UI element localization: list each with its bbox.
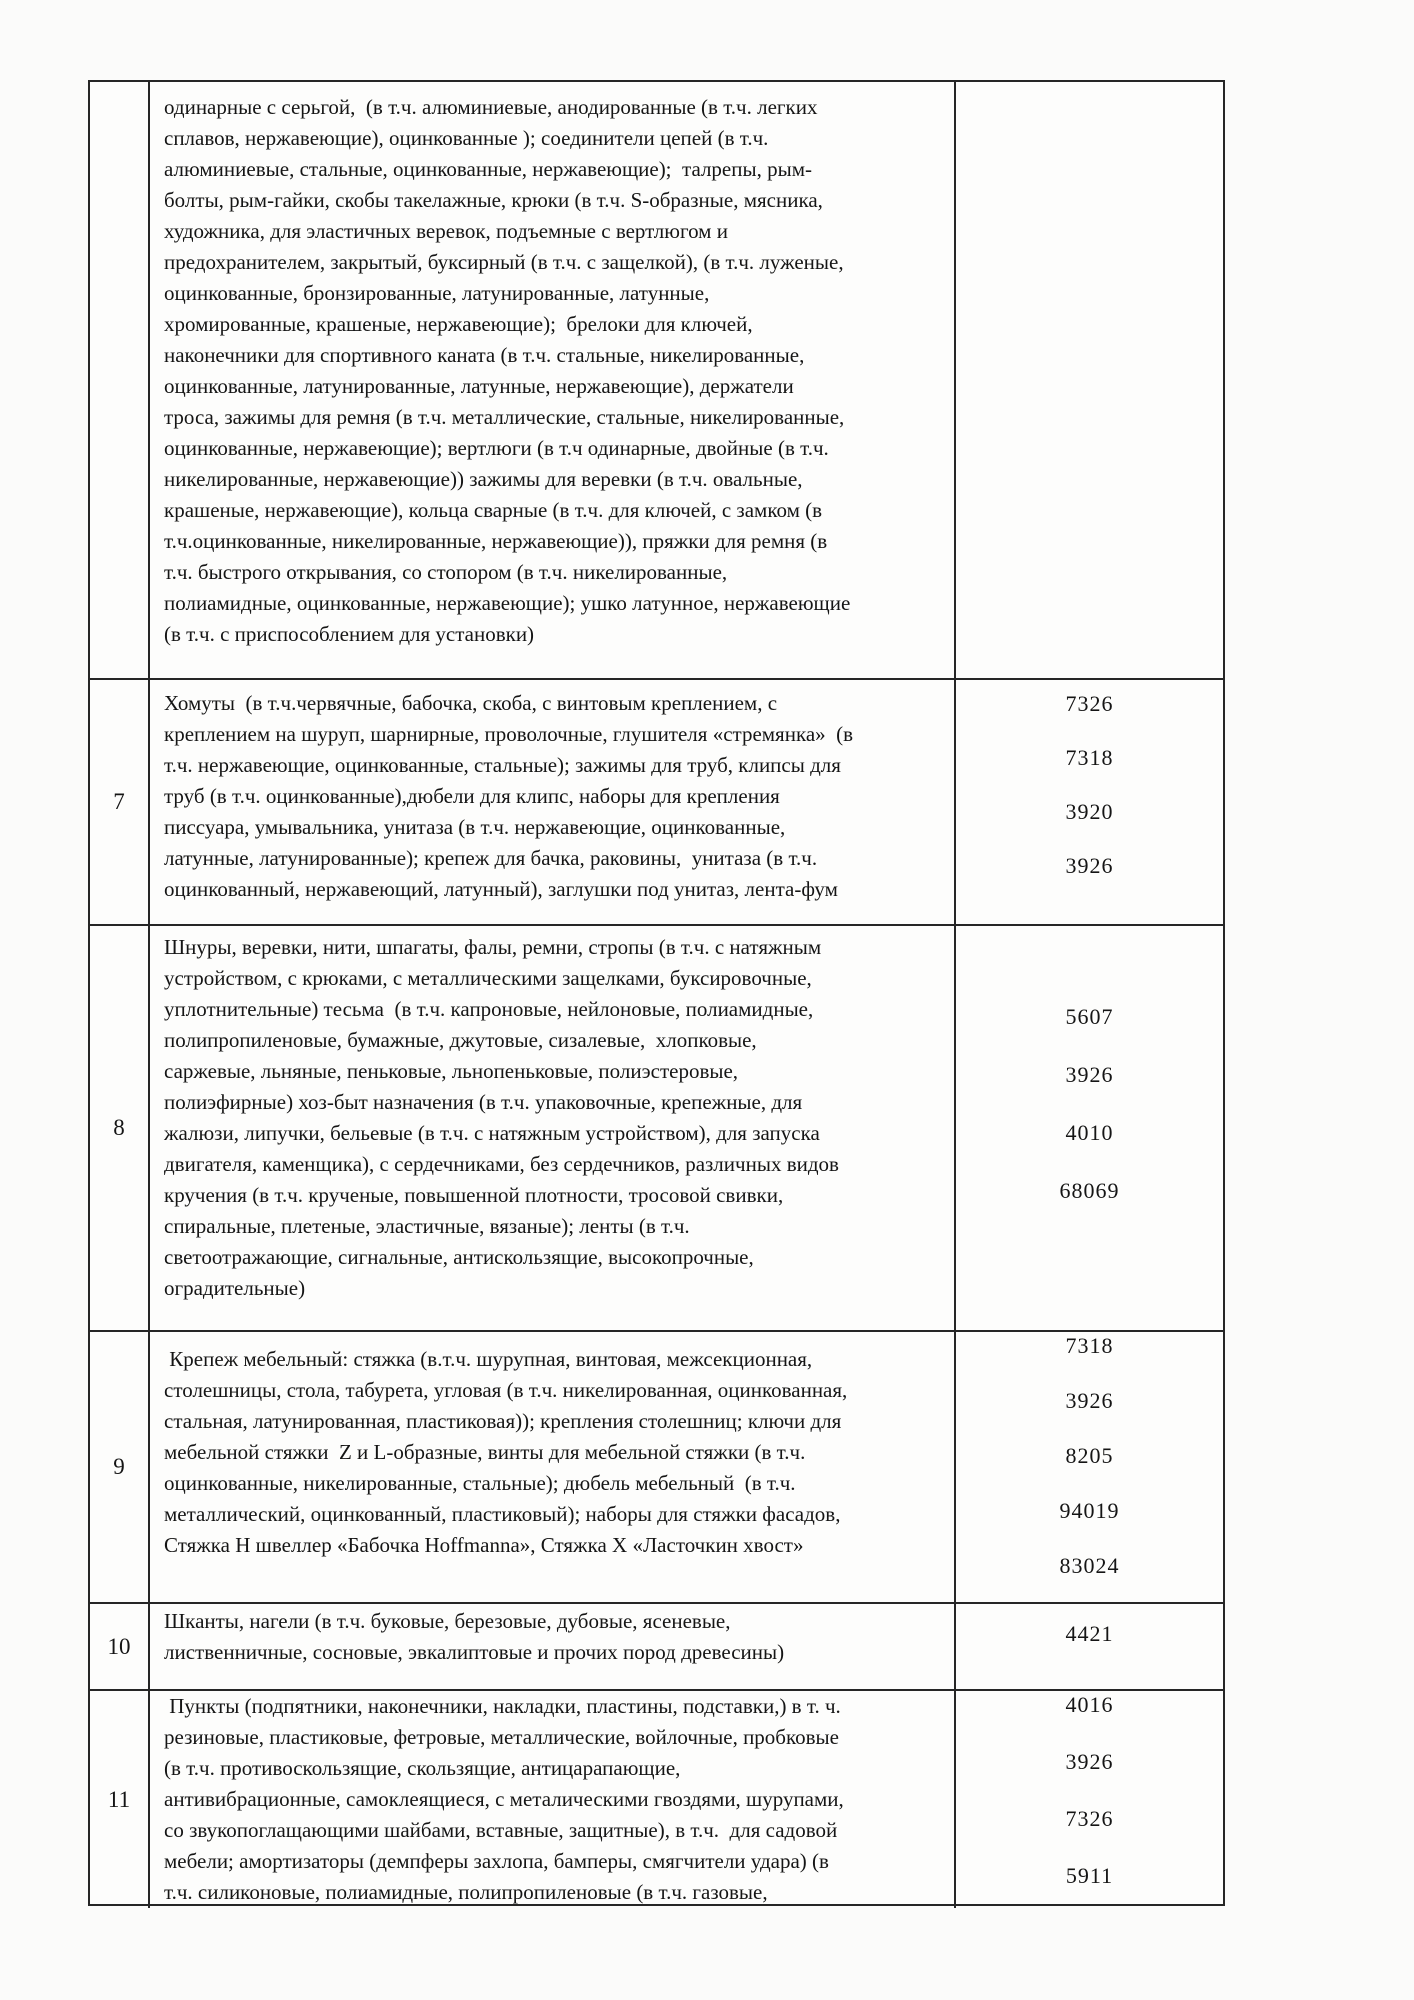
code-value: 3926 [1065, 853, 1114, 878]
description-line: Крепеж мебельный: стяжка (в.т.ч. шурупная, винтовая, межсекционная, [164, 1347, 813, 1371]
description-line: жалюзи, липучки, бельевые (в т.ч. с натяжным устройством), для запуска [164, 1121, 820, 1145]
description-line: художника, для эластичных веревок, подъемные с вертлюгом и [164, 219, 728, 243]
description-line: резиновые, пластиковые, фетровые, металлические, войлочные, пробковые [164, 1725, 839, 1749]
description-line: алюминиевые, стальные, оцинкованные, нержавеющие); талрепы, рым- [164, 157, 812, 181]
codes-cell [956, 1332, 1223, 1602]
description-line: мебельной стяжки Z и L-образные, винты для мебельной стяжки (в т.ч. [164, 1440, 806, 1464]
description-line: мебели; амортизаторы (демпферы захлопа, бамперы, смягчители удара) (в [164, 1849, 829, 1873]
row-number-cell [90, 926, 150, 1330]
code-value: 5911 [1065, 1863, 1114, 1888]
description-line: устройством, с крюками, с металлическими защелками, буксировочные, [164, 966, 812, 990]
description-line: (в т.ч. с приспособлением для установки) [164, 622, 535, 646]
code-value: 3926 [1065, 1062, 1114, 1087]
code-value: 4010 [1065, 1120, 1114, 1145]
description-line: т.ч. нержавеющие, оцинкованные, стальные); зажимы для труб, клипсы для [164, 753, 841, 777]
description-line: креплением на шуруп, шарнирные, проволочные, глушителя «стремянка» (в [164, 722, 854, 746]
code-value: 94019 [1059, 1498, 1120, 1523]
codes-cell [956, 680, 1223, 924]
code-value: 7318 [1065, 745, 1114, 770]
description-cell [150, 680, 956, 924]
row-number-cell [90, 82, 150, 678]
description-line: столешницы, стола, табурета, угловая (в т.ч. никелированная, оцинкованная, [164, 1378, 848, 1402]
table-row [90, 82, 1223, 678]
row-number-cell [90, 1691, 150, 1908]
description-cell [150, 926, 956, 1330]
table-row [90, 924, 1223, 1330]
code-value: 83024 [1059, 1553, 1120, 1578]
code-value: 7326 [1065, 691, 1114, 716]
description-line: крашеные, нержавеющие), кольца сварные (в т.ч. для ключей, с замком (в [164, 498, 823, 522]
description-line: т.ч. силиконовые, полиамидные, полипропиленовые (в т.ч. газовые, [164, 1880, 768, 1904]
description-line: хромированные, крашеные, нержавеющие); брелоки для ключей, [164, 312, 753, 336]
description-line: болты, рым-гайки, скобы такелажные, крюки (в т.ч. S-образные, мясника, [164, 188, 823, 212]
catalog-table [88, 80, 1225, 1906]
description-line: Пункты (подпятники, наконечники, накладки, пластины, подставки,) в т. ч. [164, 1694, 841, 1718]
description-line: Стяжка Н швеллер «Бабочка Hoffmanna», Стяжка Х «Ласточкин хвост» [164, 1533, 804, 1557]
table-row [90, 1330, 1223, 1602]
code-value: 7318 [1065, 1333, 1114, 1358]
description-line: Шканты, нагели (в т.ч. буковые, березовые, дубовые, ясеневые, [164, 1609, 731, 1633]
code-value: 4016 [1065, 1692, 1114, 1717]
description-line: наконечники для спортивного каната (в т.ч. стальные, никелированные, [164, 343, 805, 367]
description-cell [150, 1604, 956, 1689]
row-number: 9 [113, 1454, 125, 1479]
row-number-cell [90, 1332, 150, 1602]
description-line: уплотнительные) тесьма (в т.ч. капроновые, нейлоновые, полиамидные, [164, 997, 814, 1021]
row-number: 8 [113, 1115, 125, 1140]
description-line: саржевые, льняные, пеньковые, льнопеньковые, полиэстеровые, [164, 1059, 739, 1083]
description-line: т.ч. быстрого открывания, со стопором (в т.ч. никелированные, [164, 560, 728, 584]
description-line: Шнуры, веревки, нити, шпагаты, фалы, ремни, стропы (в т.ч. с натяжным [164, 935, 822, 959]
codes-cell [956, 1691, 1223, 1908]
description-line: троса, зажимы для ремня (в т.ч. металлические, стальные, никелированные, [164, 405, 845, 429]
row-number-cell [90, 1604, 150, 1689]
description-line: оцинкованные, бронзированные, латунированные, латунные, [164, 281, 710, 305]
description-line: никелированные, нержавеющие)) зажимы для веревки (в т.ч. овальные, [164, 467, 803, 491]
row-number-cell [90, 680, 150, 924]
description-line: труб (в т.ч. оцинкованные),дюбели для клипс, наборы для крепления [164, 784, 780, 808]
description-line: оцинкованные, латунированные, латунные, нержавеющие), держатели [164, 374, 794, 398]
description-line: спиральные, плетеные, эластичные, вязаные); ленты (в т.ч. [164, 1214, 690, 1238]
code-value: 4421 [1065, 1621, 1114, 1646]
code-value: 68069 [1059, 1178, 1120, 1203]
description-line: двигателя, каменщика), с сердечниками, без сердечников, различных видов [164, 1152, 839, 1176]
description-line: металлический, оцинкованный, пластиковый); наборы для стяжки фасадов, [164, 1502, 841, 1526]
description-line: полиэфирные) хоз-быт назначения (в т.ч. упаковочные, крепежные, для [164, 1090, 803, 1114]
codes-cell [956, 82, 1223, 678]
code-value: 5607 [1065, 1004, 1114, 1029]
description-line: кручения (в т.ч. крученые, повышенной плотности, тросовой свивки, [164, 1183, 784, 1207]
code-value: 3926 [1065, 1388, 1114, 1413]
description-cell [150, 82, 956, 678]
description-line: антивибрационные, самоклеящиеся, с металическими гвоздями, шурупами, [164, 1787, 844, 1811]
description-line: одинарные с серьгой, (в т.ч. алюминиевые, анодированные (в т.ч. легких [164, 95, 818, 119]
table-row [90, 1689, 1223, 1906]
description-line: латунные, латунированные); крепеж для бачка, раковины, унитаза (в т.ч. [164, 846, 818, 870]
description-line: сплавов, нержавеющие), оцинкованные ); соединители цепей (в т.ч. [164, 126, 769, 150]
description-line: светоотражающие, сигнальные, антискользящие, высокопрочные, [164, 1245, 754, 1269]
description-line: лиственничные, сосновые, эвкалиптовые и прочих пород древесины) [164, 1640, 785, 1664]
description-line: оцинкованные, никелированные, стальные); дюбель мебельный (в т.ч. [164, 1471, 796, 1495]
table-row [90, 678, 1223, 924]
codes-cell [956, 1604, 1223, 1689]
description-line: т.ч.оцинкованные, никелированные, нержавеющие)), пряжки для ремня (в [164, 529, 828, 553]
code-value: 3926 [1065, 1749, 1114, 1774]
description-line: со звукопоглащающими шайбами, вставные, защитные), в т.ч. для садовой [164, 1818, 838, 1842]
description-line: полиамидные, оцинкованные, нержавеющие); ушко латунное, нержавеющие [164, 591, 851, 615]
codes-cell [956, 926, 1223, 1330]
description-line: полипропиленовые, бумажные, джутовые, сизалевые, хлопковые, [164, 1028, 757, 1052]
description-cell [150, 1332, 956, 1602]
table-row [90, 1602, 1223, 1689]
description-line: Хомуты (в т.ч.червячные, бабочка, скоба, с винтовым креплением, с [164, 691, 778, 715]
code-value: 7326 [1065, 1806, 1114, 1831]
row-number: 11 [107, 1786, 131, 1812]
row-number: 10 [107, 1633, 131, 1659]
code-value: 8205 [1065, 1443, 1114, 1468]
description-line: оцинкованный, нержавеющий, латунный), заглушки под унитаз, лента-фум [164, 877, 838, 901]
description-line: предохранителем, закрытый, буксирный (в т.ч. с защелкой), (в т.ч. луженые, [164, 250, 844, 274]
description-line: оцинкованные, нержавеющие); вертлюги (в т.ч одинарные, двойные (в т.ч. [164, 436, 829, 460]
description-line: стальная, латунированная, пластиковая)); крепления столешниц; ключи для [164, 1409, 842, 1433]
description-cell [150, 1691, 956, 1908]
row-number: 7 [113, 789, 125, 814]
code-value: 3920 [1065, 799, 1114, 824]
description-line: писсуара, умывальника, унитаза (в т.ч. нержавеющие, оцинкованные, [164, 815, 786, 839]
description-line: оградительные) [164, 1276, 306, 1300]
description-line: (в т.ч. противоскользящие, скользящие, антицарапающие, [164, 1756, 681, 1780]
